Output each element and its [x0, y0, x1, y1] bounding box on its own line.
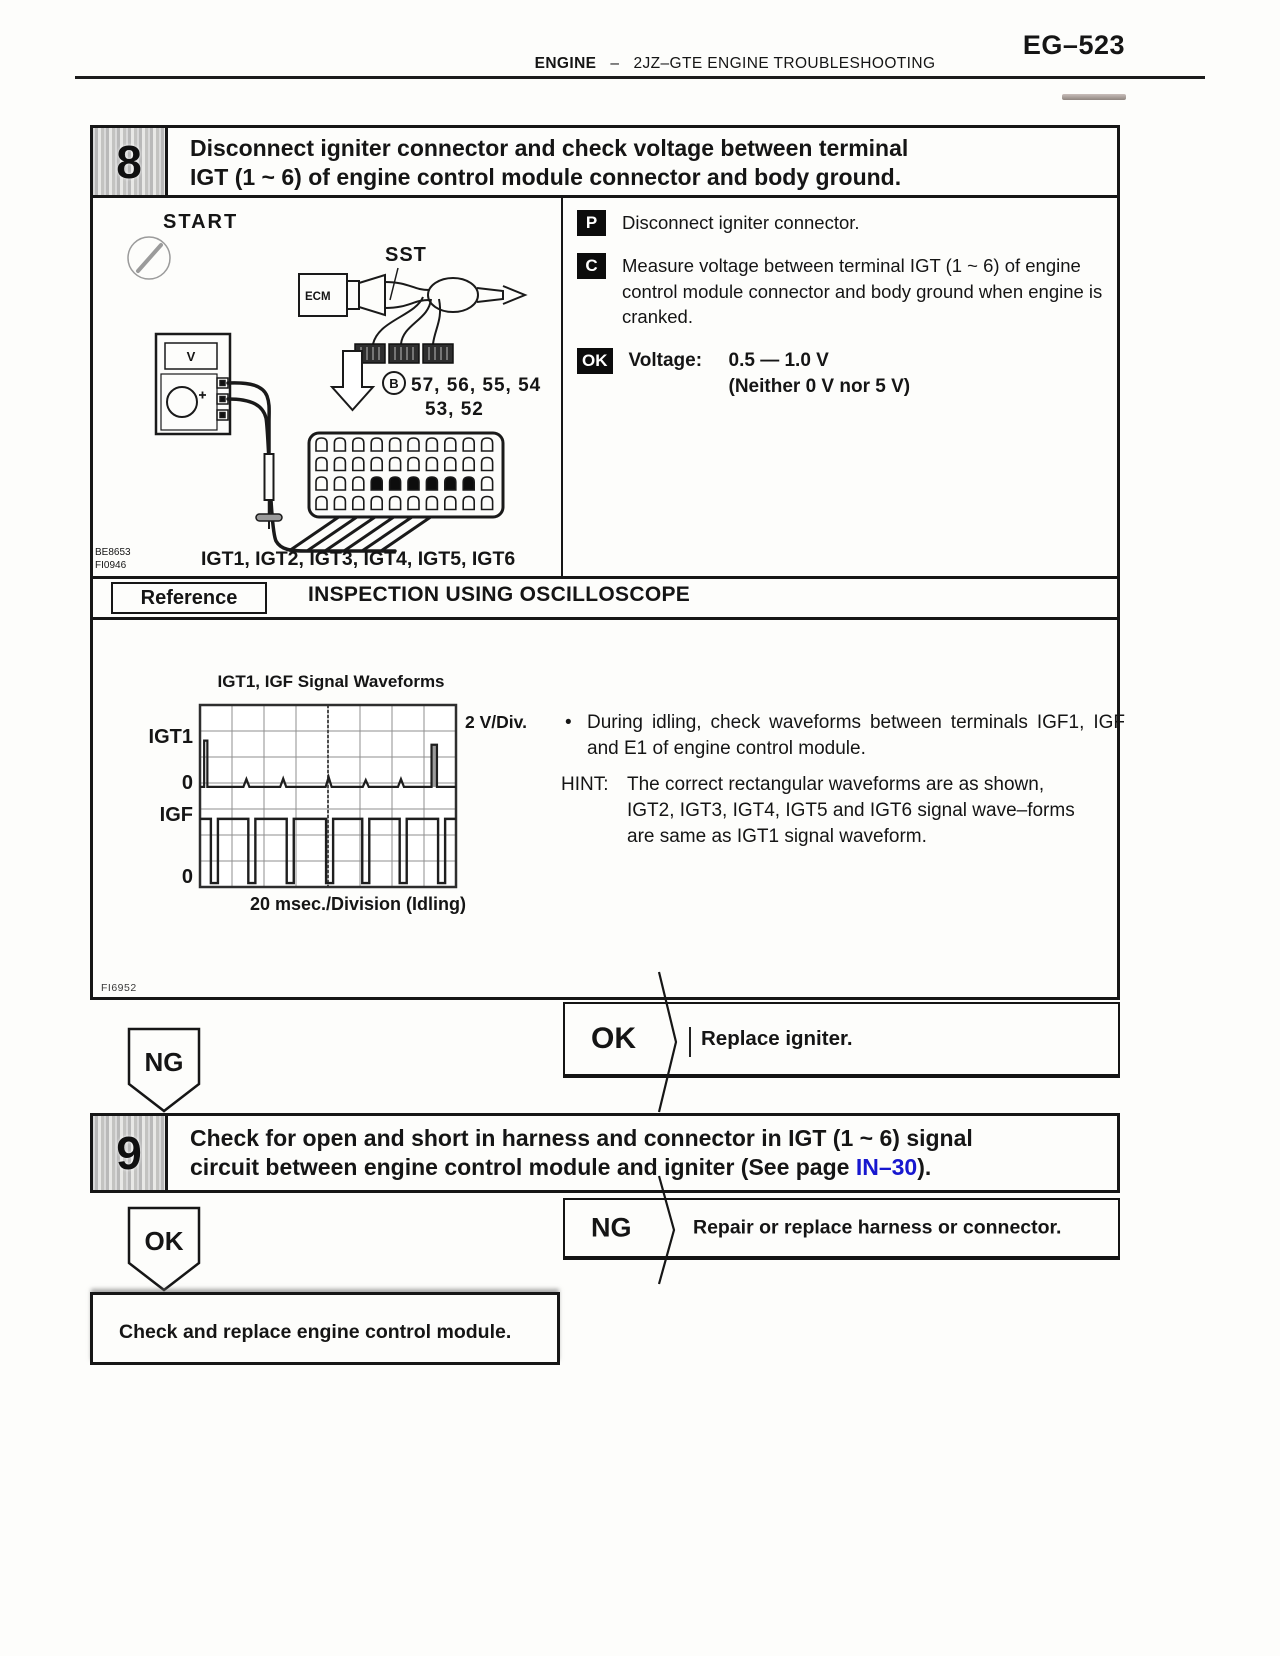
step-9-title — [168, 1116, 983, 1190]
ok-chevron-icon — [657, 970, 681, 1114]
scan-tick — [689, 1027, 691, 1057]
reference-row — [93, 576, 1117, 620]
terminal-numbers-line1: 57, 56, 55, 54 — [411, 375, 542, 396]
step-9-title-line2-post: ). — [917, 1154, 932, 1180]
step-9-title-line2 — [190, 1153, 973, 1182]
ok-pennant-label: OK — [144, 1226, 184, 1256]
procedure-text-p: Disconnect igniter connector. — [622, 212, 860, 233]
volts-per-div-label: 2 V/Div. — [465, 712, 527, 732]
procedure-badge-p: P — [577, 210, 606, 236]
breadcrumb — [370, 55, 1100, 73]
final-action-text: Check and replace engine control module. — [119, 1321, 512, 1343]
series-label-igt1: IGT1 — [148, 726, 193, 748]
ng-result-text: Repair or replace harness or connector. — [693, 1216, 1062, 1239]
sst-harness — [299, 274, 525, 344]
ok-result-label: OK — [591, 1022, 636, 1055]
ground-probe — [256, 454, 282, 529]
zero-label-igf: 0 — [181, 866, 193, 888]
ng-chevron-icon — [657, 1174, 679, 1286]
reference-bullet — [565, 710, 1125, 762]
procedure-text-c: Measure voltage between terminal IGT (1 ~ 6) of engine control module connector and body ground when engine is cranked. — [622, 255, 1103, 327]
breadcrumb-separator: – — [610, 55, 620, 72]
start-label: START — [163, 211, 239, 233]
ng-pennant-label: NG — [144, 1047, 184, 1077]
header-rule — [75, 76, 1205, 79]
instruction-cell — [561, 198, 1117, 576]
step-9-number: 9 — [93, 1116, 168, 1190]
oscilloscope-chart — [200, 705, 456, 887]
time-per-div-label: 20 msec./Division (Idling) — [249, 894, 467, 914]
procedure-row-ok — [577, 348, 910, 400]
zero-label-igt1: 0 — [181, 772, 193, 794]
step-8-number: 8 — [93, 128, 168, 195]
page-number: EG–523 — [1022, 30, 1125, 60]
ok-result-text: Replace igniter. — [701, 1027, 853, 1050]
ng-result-box — [563, 1198, 1120, 1260]
step-8-title-line2: IGT (1 ~ 6) of engine control module connector and body ground. — [190, 164, 902, 190]
igniter-connectors — [355, 344, 453, 363]
meter-v-label: V — [186, 349, 196, 364]
procedure-badge-c: C — [577, 253, 606, 279]
scan-artifact — [1062, 94, 1126, 100]
circle-b-label: B — [389, 376, 399, 391]
step-8-box — [90, 125, 1125, 1000]
reference-label: Reference — [111, 582, 267, 614]
diagram-cell — [93, 198, 561, 576]
step-9-box — [90, 1113, 1120, 1193]
step-8-title-line1: Disconnect igniter connector and check voltage between terminal — [190, 135, 909, 161]
ng-result-label: NG — [591, 1212, 632, 1243]
fig-code-3: FI6952 — [101, 982, 137, 994]
final-action-box — [90, 1292, 560, 1365]
igt-terminals-label: IGT1, IGT2, IGT3, IGT4, IGT5, IGT6 — [201, 548, 516, 570]
ok-result-box — [563, 1002, 1120, 1078]
bullet-dot: • — [565, 712, 572, 733]
reference-content — [93, 620, 1125, 997]
voltage-values — [729, 348, 911, 400]
series-label-igf: IGF — [159, 804, 193, 826]
fig-code-1: BE8653 — [95, 547, 131, 558]
ng-pennant — [127, 1027, 201, 1113]
step-8-title-row — [93, 128, 1117, 198]
procedure-row-c — [577, 253, 1104, 330]
page-link-in30[interactable]: IN–30 — [855, 1154, 918, 1180]
procedure-badge-ok: OK — [577, 348, 613, 374]
step-9-title-line2-pre: circuit between engine control module and igniter (See page — [190, 1154, 856, 1180]
reference-heading: INSPECTION USING OSCILLOSCOPE — [308, 583, 691, 606]
breadcrumb-section: ENGINE — [534, 55, 597, 72]
voltage-note: (Neither 0 V nor 5 V) — [728, 376, 911, 397]
step-8-title — [168, 128, 918, 195]
sst-label: SST — [385, 244, 427, 266]
sst-leader-line — [390, 268, 398, 300]
breadcrumb-title: 2JZ–GTE ENGINE TROUBLESHOOTING — [633, 55, 936, 72]
ecm-terminal-grid — [309, 433, 503, 517]
step-9-title-line1: Check for open and short in harness and connector in IGT (1 ~ 6) signal — [190, 1125, 973, 1151]
voltage-range: 0.5 — 1.0 V — [728, 350, 829, 371]
key-slot-icon — [128, 237, 170, 279]
terminal-numbers-line2: 53, 52 — [425, 399, 484, 420]
voltage-label: Voltage: — [628, 350, 703, 371]
voltage-spec — [629, 348, 911, 400]
ecm-label: ECM — [305, 291, 331, 303]
chart-title: IGT1, IGF Signal Waveforms — [217, 672, 445, 691]
ok-pennant — [127, 1206, 201, 1292]
reference-hint — [561, 772, 1082, 850]
hint-label: HINT: — [561, 774, 609, 795]
circuit-diagram — [93, 198, 561, 576]
step-8-content — [93, 198, 1117, 576]
fig-code-2: FI0946 — [95, 560, 127, 571]
reference-bullet-text: During idling, check waveforms between terminals IGF1, IGF and E1 of engine control module. — [587, 712, 1125, 759]
hint-text: The correct rectangular waveforms are as shown, IGT2, IGT3, IGT4, IGT5 and IGT6 signal wave–forms are same as IGT1 signal waveform. — [627, 774, 1075, 847]
procedure-row-p — [577, 210, 1104, 236]
